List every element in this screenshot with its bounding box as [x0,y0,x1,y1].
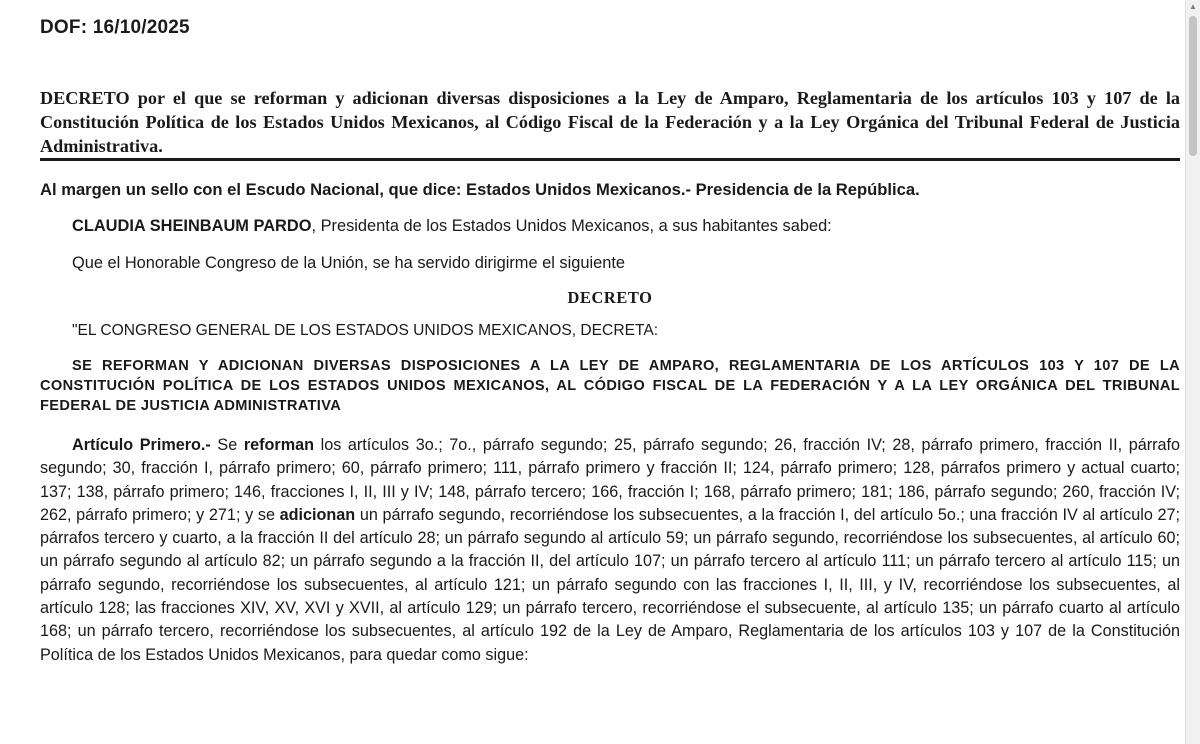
article-text-2: los artículos 3o.; 7o., párrafo segundo; 25, párrafo segundo; 26, fracción IV; 28, párrafo primero, fracción II, párrafo segundo; 30, fracción I, párrafo primero; 60, párrafo primero; 111, párrafo primero y fracción II; 124, párrafo primero; 128, párrafos primero y actual cuarto; 137; 138, párrafo primero; 146, fracciones I, II, III y IV; 148, párrafo tercero; 166, fracción I; 168, párrafo primero; 181; 186, párrafo segundo; 260, fracción IV; 262, párrafo primero; y 271; y se [40,436,1181,524]
decree-title: DECRETO por el que se reforman y adicionan diversas disposiciones a la Ley de Amparo, Reglamentaria de los artículos 103 y 107 de la Constitución Política de los Estados Unidos Mexicanos, al Código Fiscal de la Federación y a la Ley Orgánica del Tribunal Federal de Justicia Administrativa. [40,88,1180,156]
article-adicionan: adicionan [279,505,356,524]
dof-date: DOF: 16/10/2025 [40,17,190,38]
decreto-heading: DECRETO [567,288,653,307]
president-text: , Presidenta de los Estados Unidos Mexicanos, a sus habitantes sabed: [311,217,832,235]
vertical-scrollbar[interactable] [1185,0,1200,744]
congreso-decreta-line: "EL CONGRESO GENERAL DE LOS ESTADOS UNIDOS MEXICANOS, DECRETA: [72,322,659,339]
president-name: CLAUDIA SHEINBAUM PARDO [72,217,312,235]
article-primero-paragraph [40,434,1180,667]
scrollbar-thumb[interactable] [1189,16,1197,156]
article-text-3: un párrafo segundo, recorriéndose los subsecuentes, a la fracción I, del artículo 5o.; una fracción IV al artículo 27; párrafos tercero y cuarto, a la fracción II del artículo 28; un párrafo segundo al artículo 59; un párrafo segundo, recorriéndose los subsecuentes, al artículo 60; un párrafo segundo al artículo 82; un párrafo segundo a la fracción II, del artículo 107; un párrafo tercero al artículo 111; un párrafo tercero al artículo 115; un párrafo segundo, recorriéndose los subsecuentes, al artículo 121; un párrafo segundo con las fracciones I, II, III, y IV, recorriéndose los subsecuentes, al artículo 128; las fracciones XIV, XV, XVI y XVII, al artículo 129; un párrafo tercero, recorriéndose el subsecuente, al artículo 135; un párrafo cuarto al artículo 168; un párrafo tercero, recorriéndose los subsecuentes, al artículo 192 de la Ley de Amparo, Reglamentaria de los artículos 103 y 107 de la Constitución Política de los Estados Unidos Mexicanos, para quedar como sigue: [40,505,1180,664]
scroll-up-icon[interactable]: ▲ [1189,2,1197,11]
article-text-1: Se [210,436,244,454]
congress-line: Que el Honorable Congreso de la Unión, se ha servido dirigirme el siguiente [72,254,626,272]
caps-decree-title: SE REFORMAN Y ADICIONAN DIVERSAS DISPOSICIONES A LA LEY DE AMPARO, REGLAMENTARIA DE LOS ARTÍCULOS 103 Y 107 DE LA CONSTITUCIÓN POLÍTICA DE LOS ESTADOS UNIDOS MEXICANOS, AL CÓDIGO FISCAL DE LA FEDERACIÓN Y A LA LEY ORGÁNICA DEL TRIBUNAL FEDERAL DE JUSTICIA ADMINISTRATIVA [40,358,1180,414]
article-label: Artículo Primero.- [72,436,211,454]
title-divider [40,158,1180,161]
president-line [72,217,832,236]
article-reforman: reforman [243,436,315,454]
margin-note: Al margen un sello con el Escudo Nacional, que dice: Estados Unidos Mexicanos.- Presidencia de la República. [40,180,920,199]
